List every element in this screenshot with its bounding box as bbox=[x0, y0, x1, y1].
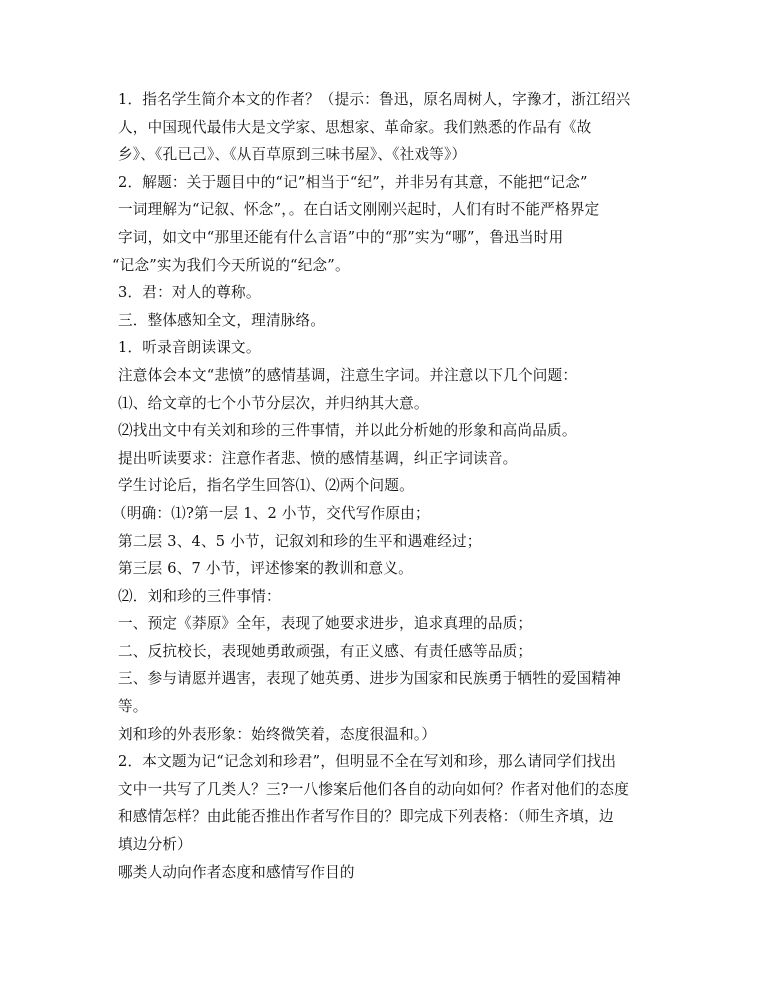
text-line: 三、参与请愿并遇害，表现了她英勇、进步为国家和民族勇于牺牲的爱国精神 bbox=[118, 670, 621, 688]
text-line: 一词理解为“记叙、怀念”，。在白话文刚刚兴起时，人们有时不能严格界定 bbox=[118, 201, 600, 219]
text-line: 第二层 3、4、5 小节，记叙刘和珍的生平和遇难经过； bbox=[118, 532, 482, 550]
text-line: “记念”实为我们今天所说的“纪念”。 bbox=[112, 256, 350, 274]
text-line: 一、预定《莽原》全年，表现了她要求进步，追求真理的品质； bbox=[118, 615, 533, 633]
text-line: ⑵．刘和珍的三件事情： bbox=[118, 587, 281, 605]
text-line: 和感情怎样？由此能否推出作者写作目的？即完成下列表格：（师生齐填，边 bbox=[118, 808, 614, 826]
text-line: 3．君：对人的尊称。 bbox=[118, 284, 261, 302]
text-line: 1．指名学生简介本文的作者？（提示：鲁迅，原名周树人，字豫才，浙江绍兴 bbox=[118, 91, 631, 108]
text-line: 2．本文题为记“记念刘和珍君”，但明显不全在写刘和珍，那么请同学们找出 bbox=[118, 753, 617, 771]
text-line: 刘和珍的外表形象：始终微笑着，态度很温和。） bbox=[118, 725, 437, 743]
text-line: 字词，如文中“那里还能有什么言语”中的“那”实为“哪”，鲁迅当时用 bbox=[118, 228, 564, 246]
text-line: 1．听录音朗读课文。 bbox=[118, 339, 261, 357]
text-line: 提出听读要求：注意作者悲、愤的感情基调，纠正字词读音。 bbox=[118, 449, 518, 467]
table-header-text: 哪类人动向作者态度和感情写作目的 bbox=[118, 863, 355, 881]
section-heading: 三．整体感知全文，理清脉络。 bbox=[118, 311, 326, 329]
text-line: 学生讨论后，指名学生回答⑴、⑵两个问题。 bbox=[118, 477, 414, 495]
text-line: 第三层 6、7 小节，评述惨案的教训和意义。 bbox=[118, 560, 413, 578]
text-line: 2．解题：关于题目中的“记”相当于“纪”，并非另有其意，不能把“记念” bbox=[118, 173, 588, 191]
document-body bbox=[112, 86, 666, 886]
text-line: 乡》、《孔已己》、《从百草原到三味书屋》、《社戏等》） bbox=[118, 146, 467, 164]
text-line: 等。 bbox=[118, 698, 148, 716]
text-line: 二、反抗校长，表现她勇敢顽强，有正义感、有责任感等品质； bbox=[118, 642, 533, 660]
text-line: 文中一共写了几类人？三?一八惨案后他们各自的动向如何？作者对他们的态度 bbox=[118, 780, 630, 798]
text-line: 注意体会本文“悲愤”的感情基调，注意生字词。并注意以下几个问题： bbox=[118, 366, 578, 384]
text-line: 填边分析） bbox=[118, 836, 192, 854]
text-line: ⑴、给文章的七个小节分层次，并归纳其大意。 bbox=[118, 394, 429, 412]
text-line: 人，中国现代最伟大是文学家、思想家、革命家。我们熟悉的作品有《故 bbox=[118, 118, 592, 136]
text-line: （明确：⑴?第一层 1、2 小节，交代写作原由； bbox=[112, 504, 430, 522]
text-line: ⑵找出文中有关刘和珍的三件事情，并以此分析她的形象和高尚品质。 bbox=[118, 422, 577, 440]
